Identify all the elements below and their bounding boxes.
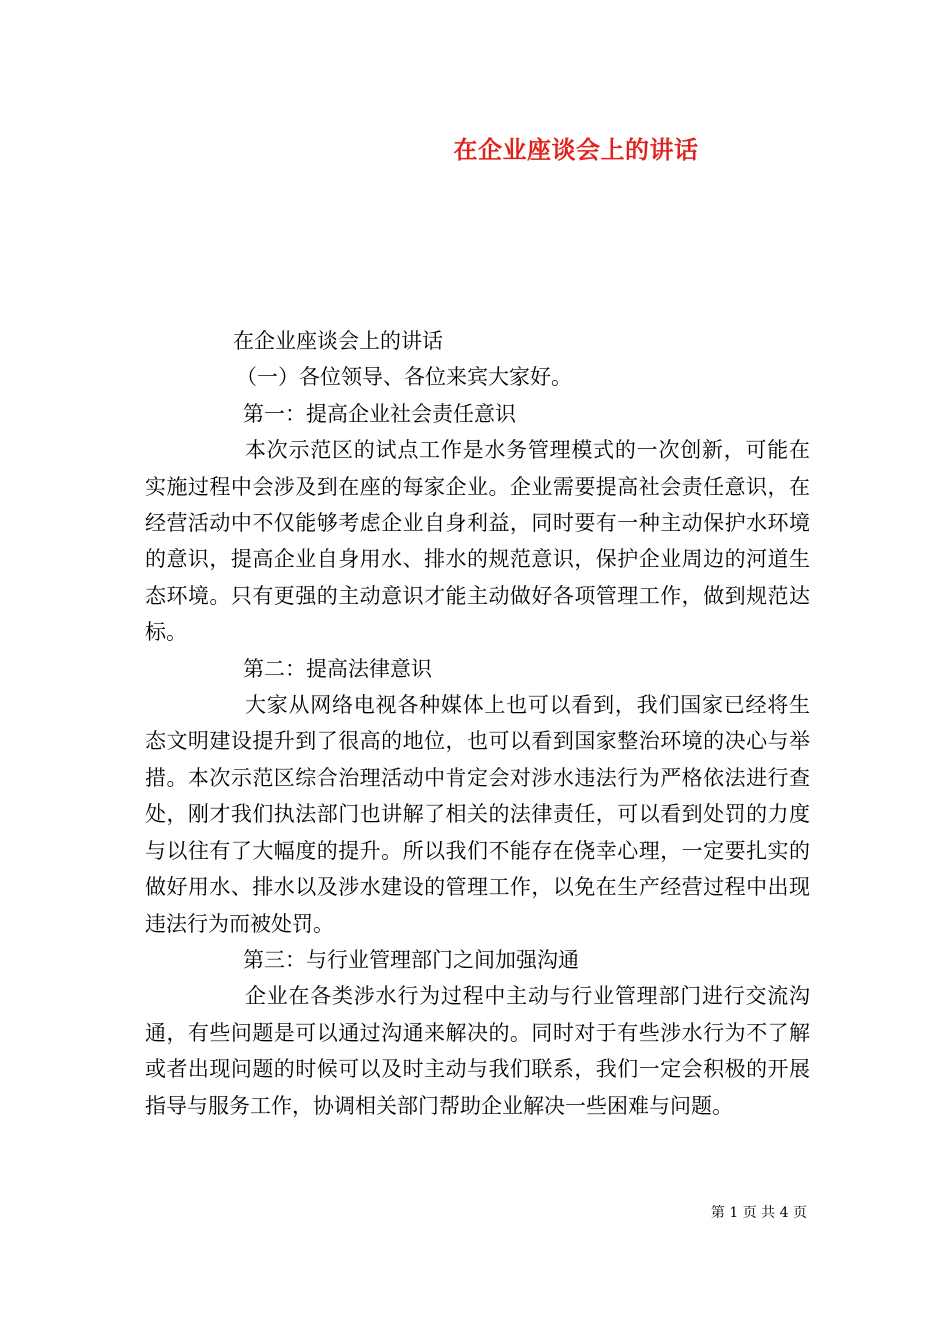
document-body <box>145 323 810 1124</box>
speech-subtitle: 在企业座谈会上的讲话 <box>233 329 443 353</box>
greeting-line: （一）各位领导、各位来宾大家好。 <box>236 365 572 390</box>
section-heading-2: 第二：提高法律意识 <box>243 656 432 681</box>
section-paragraph-3: 企业在各类涉水行为过程中主动与行业管理部门进行交流沟通，有些问题是可以通过沟通来解决的。同时对于有些涉水行为不了解或者出现问题的时候可以及时主动与我们联系，我们一定会积极的开展指导与服务工作，协调相关部门帮助企业解决一些困难与问题。 <box>145 984 810 1118</box>
section-heading-3: 第三：与行业管理部门之间加强沟通 <box>243 947 579 972</box>
section-paragraph-1: 本次示范区的试点工作是水务管理模式的一次创新，可能在实施过程中会涉及到在座的每家企业。企业需要提高社会责任意识，在经营活动中不仅能够考虑企业自身利益，同时要有一种主动保护水环境的意识，提高企业自身用水、排水的规范意识，保护企业周边的河道生态环境。只有更强的主动意识才能主动做好各项管理工作，做到规范达标。 <box>145 438 810 645</box>
page-number: 第 1 页 共 4 页 <box>710 1205 807 1221</box>
section-heading-1: 第一：提高企业社会责任意识 <box>243 401 516 426</box>
section-paragraph-2: 大家从网络电视各种媒体上也可以看到，我们国家已经将生态文明建设提升到了很高的地位，也可以看到国家整治环境的决心与举措。本次示范区综合治理活动中肯定会对涉水违法行为严格依法进行查处，刚才我们执法部门也讲解了相关的法律责任，可以看到处罚的力度与以往有了大幅度的提升。所以我们不能存在侥幸心理，一定要扎实的做好用水、排水以及涉水建设的管理工作，以免在生产经营过程中出现违法行为而被处罚。 <box>145 693 810 936</box>
document-title: 在企业座谈会上的讲话 <box>453 135 699 164</box>
